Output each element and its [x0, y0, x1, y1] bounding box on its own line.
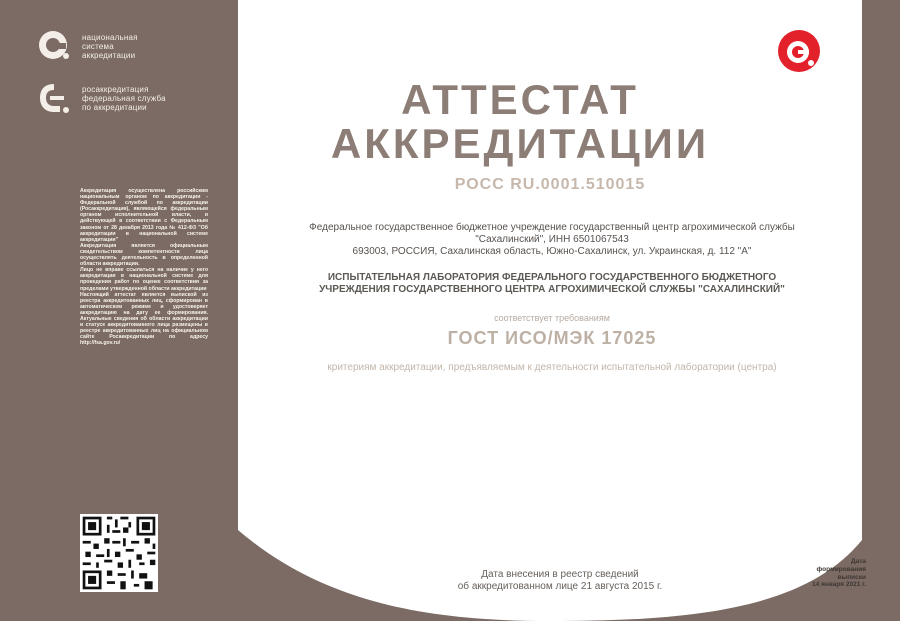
accreditation-mark-icon — [36, 28, 72, 64]
organization-details: Федеральное государственное бюджетное учреждение государственный центр агрохимической службы "Сахалинский", ИНН 6501067543 693003, РОССИЯ, Сахалинская область, Южно-Сахалинск, ул. Украинская, д. 112 "А" — [309, 222, 795, 257]
rosaccreditation-mark-icon — [36, 80, 72, 116]
meets-requirements-label: соответствует требованиям — [494, 313, 610, 323]
qr-code — [80, 514, 158, 592]
rosaccreditation-logo — [36, 80, 166, 116]
issue-date: Дата формирования выписки 14 января 2021 г. — [812, 558, 866, 589]
laboratory-name: ИСПЫТАТЕЛЬНАЯ ЛАБОРАТОРИЯ ФЕДЕРАЛЬНОГО ГОСУДАРСТВЕННОГО БЮДЖЕТНОГО УЧРЕЖДЕНИЯ ГОСУДАРСТВЕННОГО ЦЕНТРА АГРОХИМИЧЕСКОЙ СЛУЖБЫ "САХАЛИНСКИЙ" — [319, 272, 785, 295]
national-accreditation-text: национальная система аккредитации — [82, 32, 138, 60]
national-accreditation-logo — [36, 28, 138, 64]
standard-name: ГОСТ ИСО/МЭК 17025 — [447, 328, 657, 348]
registration-number: РОСС RU.0001.510015 — [454, 176, 646, 193]
qr-code-icon — [80, 514, 158, 592]
title-line-2: АККРЕДИТАЦИИ — [330, 120, 710, 167]
accreditation-logo-icon — [776, 28, 822, 74]
accreditation-notice: Аккредитация осуществлена российским национальным органом по аккредитации - Федеральной службой по аккредитации (Росаккредитация), являющейся федеральным органом исполнительной власти, и действующей в соответствии с Федеральным законом от 28 декабря 2013 года № 412-ФЗ "Об аккредитации в национальной системе аккредитации" Аккредитация является официальным свидетельством компетентности лица осуществлять деятельность в определенной области аккредитации. Лицо не вправе ссылаться на наличие у него аккредитации в национальной системе для проведения работ по оценке соответствия за пределами утвержденной области аккредитации Настоящий аттестат является выпиской из реестра аккредитованных лиц, сформирован в автоматическом режиме и удостоверяет аккредитацию на дату ее формирования. Актуальные сведения об области аккредитации и статусе аккредитованного лица размещены в реестре аккредитованных лиц на официальном сайте Росаккредитации по адресу http://fsa.gov.ru/ — [80, 188, 208, 347]
rosaccreditation-text: росаккредитация федеральная служба по аккредитации — [82, 84, 166, 112]
criteria-text: критериям аккредитации, предъявляемым к деятельности испытательной лаборатории (центра) — [327, 362, 777, 373]
title-line-1: АТТЕСТАТ — [401, 76, 639, 123]
registry-date: Дата внесения в реестр сведений об аккредитованном лице 21 августа 2015 г. — [457, 569, 663, 592]
